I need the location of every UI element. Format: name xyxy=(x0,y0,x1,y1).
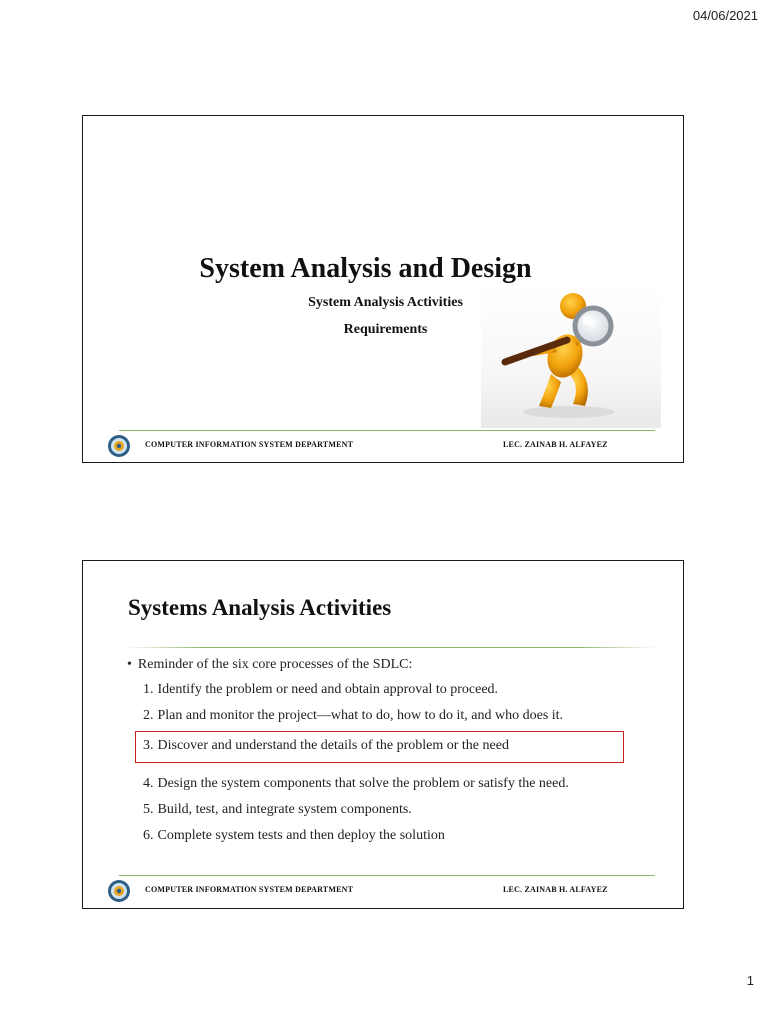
list-item-text: Identify the problem or need and obtain approval to proceed. xyxy=(157,682,499,697)
bullet-text: Reminder of the six core processes of the SDLC: xyxy=(137,657,413,672)
bullet-dot: • xyxy=(127,657,132,672)
slide-title xyxy=(82,115,684,463)
list-item-number: 5. xyxy=(143,802,154,817)
list-item-text: Build, test, and integrate system components. xyxy=(157,802,412,817)
list-item-number: 1. xyxy=(143,682,154,697)
bullet-item xyxy=(127,657,412,673)
footer-lecturer: LEC. ZAINAB H. ALFAYEZ xyxy=(503,440,608,449)
list-item-text: Complete system tests and then deploy the solution xyxy=(157,828,445,843)
list-item-number: 2. xyxy=(143,708,154,723)
list-item xyxy=(143,776,569,792)
list-item-number: 6. xyxy=(143,828,154,843)
highlight-box xyxy=(135,731,624,763)
person-with-magnifying-glass-icon xyxy=(481,286,661,428)
footer-department: COMPUTER INFORMATION SYSTEM DEPARTMENT xyxy=(145,885,354,894)
university-seal-icon xyxy=(107,879,131,903)
slide-title-heading: System Analysis and Design xyxy=(199,253,532,284)
list-item-text: Design the system components that solve the problem or satisfy the need. xyxy=(157,776,569,791)
university-seal-icon xyxy=(107,434,131,458)
footer-divider xyxy=(119,875,655,876)
list-item xyxy=(143,802,412,818)
list-item xyxy=(143,708,563,724)
list-item-number: 4. xyxy=(143,776,154,791)
slide-subtitle-activities: System Analysis Activities xyxy=(308,295,463,310)
footer-divider xyxy=(119,430,655,431)
title-divider xyxy=(125,647,657,648)
list-item xyxy=(143,828,445,844)
footer-department: COMPUTER INFORMATION SYSTEM DEPARTMENT xyxy=(145,440,354,449)
footer-lecturer: LEC. ZAINAB H. ALFAYEZ xyxy=(503,885,608,894)
page-date: 04/06/2021 xyxy=(692,8,758,23)
list-item-text: Plan and monitor the project—what to do, how to do it, and who does it. xyxy=(157,708,564,723)
list-item-text: Discover and understand the details of the problem or the need xyxy=(157,738,509,753)
slide-subtitle-requirements: Requirements xyxy=(343,322,428,337)
slide-activities xyxy=(82,560,684,909)
slide-heading: Systems Analysis Activities xyxy=(128,595,392,620)
list-item-number: 3. xyxy=(143,738,154,753)
list-item xyxy=(143,682,498,698)
page-number: 1 xyxy=(746,973,754,988)
